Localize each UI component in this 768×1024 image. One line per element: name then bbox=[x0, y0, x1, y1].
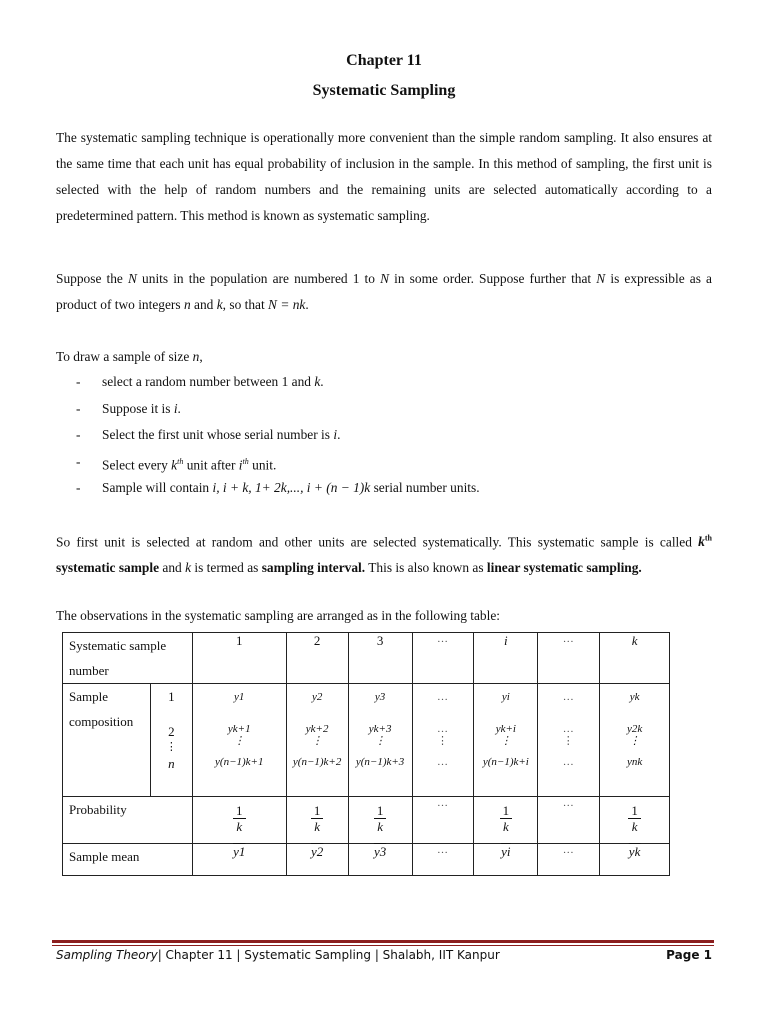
footer-rule-thin bbox=[52, 945, 714, 946]
probability-cell: $\frac{1}{k}$ bbox=[474, 797, 538, 844]
composition-cell: yi yk+i ⋮ y(n−1)k+i bbox=[474, 684, 538, 797]
chapter-title: Systematic Sampling bbox=[312, 82, 456, 99]
table-intro: The observations in the systematic sampling are arranged as in the following table: bbox=[56, 608, 500, 623]
row-index-cell: 1 2 ⋮ n bbox=[150, 684, 192, 797]
probability-cell: $\frac{1}{k}$ bbox=[348, 797, 412, 844]
intro-paragraph: The systematic sampling technique is operationally more convenient than the simple random sampling. It also ensures at the same time that each unit has equal probability of inclusion in the sample. In this method of sampling, the first unit is selected with the help of random numbers and the remaining units are selected automatically according to a predetermined pattern. This method is known as systematic sampling. bbox=[56, 130, 712, 223]
table-row bbox=[63, 797, 670, 844]
draw-steps-list bbox=[56, 369, 712, 502]
list-item: - Select the first unit whose serial number is i. bbox=[76, 427, 341, 442]
footer-rule bbox=[52, 940, 714, 943]
composition-cell: … … ⋮ … bbox=[412, 684, 474, 797]
draw-intro: To draw a sample of size n, bbox=[56, 349, 203, 364]
list-item: - Suppose it is i. bbox=[76, 400, 181, 416]
probability-cell: $\frac{1}{k}$ bbox=[600, 797, 670, 844]
mean-cell: y3 bbox=[348, 844, 412, 876]
composition-cell: y3 yk+3 ⋮ y(n−1)k+3 bbox=[348, 684, 412, 797]
mean-cell: y2 bbox=[286, 844, 348, 876]
mean-cell: $\overline{yk}$ bbox=[600, 844, 670, 876]
footer-chapter-info: | Chapter 11 | Systematic Sampling | Shalabh, IIT Kanpur bbox=[157, 948, 500, 962]
page-number: Page 1 bbox=[666, 948, 712, 962]
probability-cell: $\frac{1}{k}$ bbox=[286, 797, 348, 844]
probability-cell: … bbox=[538, 797, 600, 844]
setup-paragraph: Suppose the N units in the population are numbered 1 to N in some order. Suppose further that N is expressible as a product of two integers n and k, so that N = nk. bbox=[56, 271, 712, 312]
probability-cell: … bbox=[412, 797, 474, 844]
composition-cell: y2 yk+2 ⋮ y(n−1)k+2 bbox=[286, 684, 348, 797]
list-item: - Sample will contain i, i + k, 1+ 2k,..., i + (n − 1)k serial number units. bbox=[76, 480, 480, 495]
mean-label: Sample mean bbox=[63, 844, 193, 876]
table-row bbox=[63, 633, 670, 684]
summary-paragraph: So first unit is selected at random and other units are selected systematically. This systematic sample is called $k^{th}$ systematic sample and k is termed as sampling interval. This is also known as linear systematic sampling. bbox=[56, 534, 712, 576]
chapter-number: Chapter 11 bbox=[346, 52, 422, 69]
probability-cell: $\frac{1}{k}$ bbox=[192, 797, 286, 844]
col-header: i bbox=[474, 633, 538, 684]
col-header: … bbox=[412, 633, 474, 684]
systematic-sampling-table bbox=[62, 632, 670, 876]
mean-cell: … bbox=[538, 844, 600, 876]
mean-cell: $\overline{yi}$ bbox=[474, 844, 538, 876]
col-header: 1 bbox=[192, 633, 286, 684]
page-footer bbox=[56, 948, 712, 966]
mean-cell: … bbox=[412, 844, 474, 876]
composition-cell: … … ⋮ … bbox=[538, 684, 600, 797]
footer-book-title: Sampling Theory bbox=[56, 948, 158, 962]
col-header: k bbox=[600, 633, 670, 684]
list-item: - Select every $k^{th}$ unit after $i^{th}$ unit. bbox=[76, 453, 277, 472]
mean-cell: y1 bbox=[192, 844, 286, 876]
composition-label: Sample composition bbox=[63, 684, 151, 797]
col-header: … bbox=[538, 633, 600, 684]
list-item: - select a random number between 1 and k. bbox=[76, 374, 324, 389]
col-header: 3 bbox=[348, 633, 412, 684]
col-header: 2 bbox=[286, 633, 348, 684]
table-row bbox=[63, 844, 670, 876]
composition-cell: y1 yk+1 ⋮ y(n−1)k+1 bbox=[192, 684, 286, 797]
table-row bbox=[63, 684, 670, 797]
header-label: Systematic sample number bbox=[63, 633, 193, 684]
probability-label: Probability bbox=[63, 797, 193, 844]
composition-cell: yk y2k ⋮ ynk bbox=[600, 684, 670, 797]
